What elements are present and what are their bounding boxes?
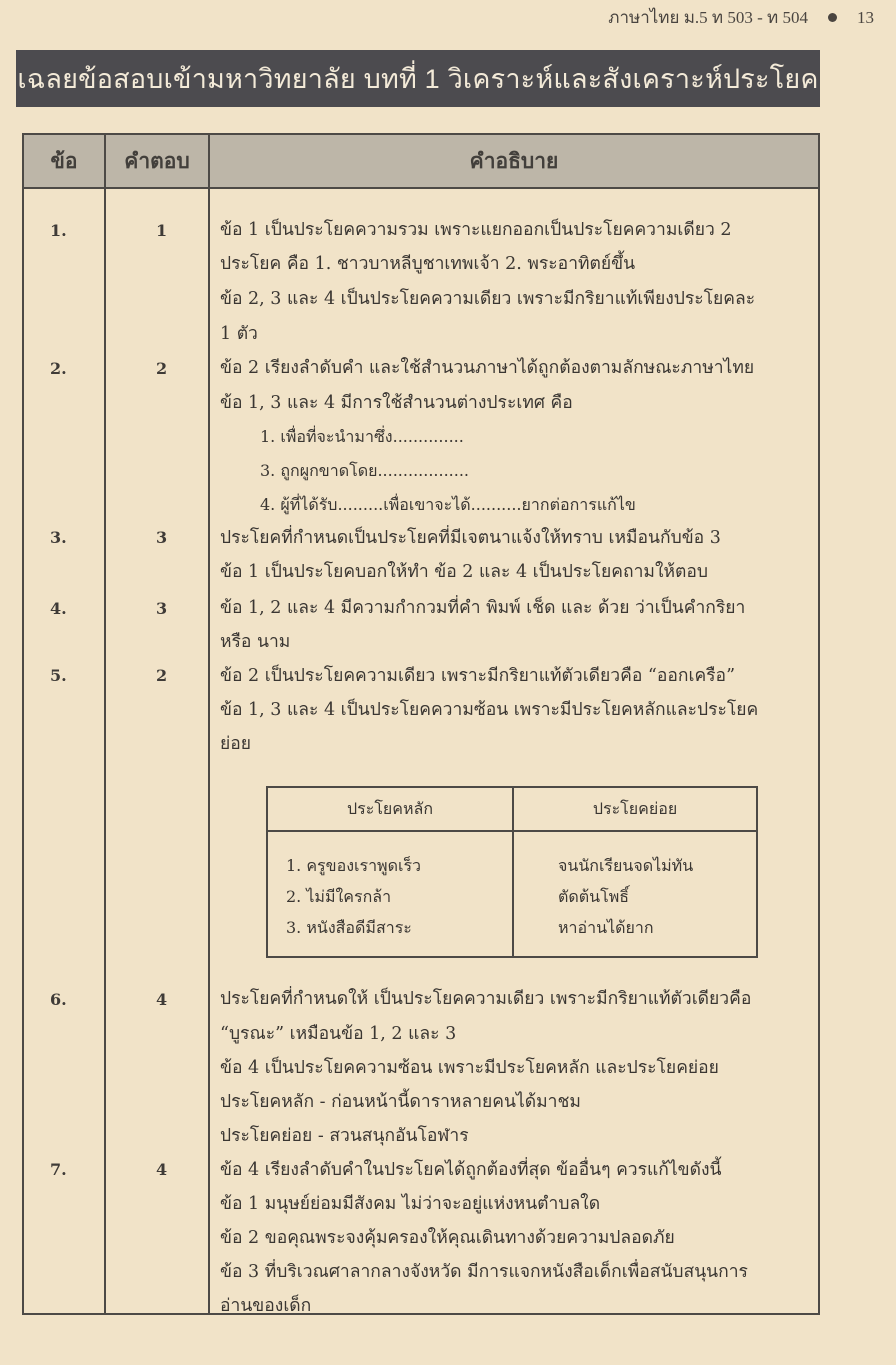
explanation-line: ข้อ 2, 3 และ 4 เป็นประโยคความเดียว เพราะมีกริยาแท้เพียงประโยคละ [220, 289, 756, 309]
clause-table-header [268, 788, 756, 832]
page-number: 13 [857, 7, 874, 27]
page-header [608, 4, 874, 31]
explanation-line: ประโยคที่กำหนดให้ เป็นประโยคความเดียว เพราะมีกริยาแท้ตัวเดียวคือ [220, 989, 752, 1009]
question-number: 7. [50, 1160, 67, 1179]
sub-item-line: 1. เพื่อที่จะนำมาซึ่ง.............. [260, 427, 464, 446]
clause-table [266, 786, 758, 958]
answer-value: 1 [156, 221, 168, 240]
header-explanation: คำอธิบาย [469, 149, 559, 173]
table-header-row [24, 135, 818, 189]
chapter-banner [16, 50, 820, 107]
explanation-line: ประโยค คือ 1. ชาวบาหลีบูชาเทพเจ้า 2. พระอาทิตย์ขึ้น [220, 254, 636, 274]
answer-value: 2 [156, 359, 168, 378]
answer-table [22, 133, 820, 1315]
sub-clause-header: ประโยคย่อย [592, 798, 678, 818]
main-clause: 1. ครูของเราพูดเร็ว [286, 856, 422, 875]
explanation-line: ข้อ 3 ที่บริเวณศาลากลางจังหวัด มีการแจกหนังสือเด็กเพื่อสนับสนุนการ [220, 1262, 748, 1282]
explanation-line: ประโยคย่อย - สวนสนุกอันโอฬาร [220, 1126, 469, 1146]
sub-item-line: 4. ผู้ที่ได้รับ.........เพื่อเขาจะได้..........ยากต่อการแก้ไข [260, 495, 636, 514]
answer-value: 4 [156, 990, 168, 1009]
main-clause-header: ประโยคหลัก [268, 788, 514, 830]
explanation-line: ข้อ 1, 3 และ 4 เป็นประโยคความซ้อน เพราะมีประโยคหลักและประโยค [220, 700, 759, 720]
explanation-line: ข้อ 1 มนุษย์ย่อมมีสังคม ไม่ว่าจะอยู่แห่งหนตำบลใด [220, 1194, 601, 1214]
answer-value: 2 [156, 666, 168, 685]
main-clause: 3. หนังสือดีมีสาระ [286, 918, 412, 937]
header-answer: คำตอบ [106, 135, 210, 187]
sub-clause: ตัดต้นโพธิ์ [558, 887, 630, 906]
explanation-line: ข้อ 2 ขอคุณพระจงคุ้มครองให้คุณเดินทางด้วยความปลอดภัย [220, 1228, 675, 1248]
answer-value: 3 [156, 528, 168, 547]
answer-value: 4 [156, 1160, 168, 1179]
main-clause: 2. ไม่มีใครกล้า [286, 887, 392, 906]
explanation-line: ข้อ 2 เป็นประโยคความเดียว เพราะมีกริยาแท้ตัวเดียวคือ “ออกเครือ” [220, 666, 736, 686]
bullet-dot-icon [828, 13, 837, 22]
explanation-line: ข้อ 4 เรียงลำดับคำในประโยคได้ถูกต้องที่สุด ข้ออื่นๆ ควรแก้ไขดังนี้ [220, 1160, 722, 1180]
clause-table-body [268, 832, 756, 958]
explanation-line: ข้อ 1 เป็นประโยคความรวม เพราะแยกออกเป็นประโยคความเดียว 2 [220, 220, 732, 240]
sub-clause: จนนักเรียนจดไม่ทัน [558, 856, 694, 875]
explanation-line: ข้อ 1 เป็นประโยคบอกให้ทำ ข้อ 2 และ 4 เป็นประโยคถามให้ตอบ [220, 562, 709, 582]
explanation-line: ข้อ 4 เป็นประโยคความซ้อน เพราะมีประโยคหลัก และประโยคย่อย [220, 1058, 719, 1078]
explanation-line: หรือ นาม [220, 632, 291, 652]
sub-item-line: 3. ถูกผูกขาดโดย.................. [260, 461, 470, 480]
explanation-line: ข้อ 1, 2 และ 4 มีความกำกวมที่คำ พิมพ์ เช็ด และ ด้วย ว่าเป็นคำกริยา [220, 598, 746, 618]
question-number: 5. [50, 666, 67, 685]
question-number: 1. [50, 221, 67, 240]
header-no: ข้อ [24, 135, 106, 187]
explanation-line: 1 ตัว [220, 324, 258, 344]
column-explanations [210, 189, 818, 1316]
question-number: 3. [50, 528, 67, 547]
sub-clause-column [514, 832, 756, 958]
explanation-line: อ่านของเด็ก [220, 1296, 312, 1316]
banner-title: เฉลยข้อสอบเข้ามหาวิทยาลัย บทที่ 1 วิเคราะห์และสังเคราะห์ประโยค [17, 64, 819, 94]
explanation-line: “บูรณะ” เหมือนข้อ 1, 2 และ 3 [220, 1024, 457, 1044]
main-clause-column [268, 832, 514, 958]
sub-clause: หาอ่านได้ยาก [558, 918, 654, 937]
explanation-line: ประโยคที่กำหนดเป็นประโยคที่มีเจตนาแจ้งให้ทราบ เหมือนกับข้อ 3 [220, 528, 721, 548]
explanation-line: ข้อ 2 เรียงลำดับคำ และใช้สำนวนภาษาได้ถูกต้องตามลักษณะภาษาไทย [220, 358, 755, 378]
explanation-line: ย่อย [220, 734, 252, 754]
question-number: 4. [50, 599, 67, 618]
explanation-line: ประโยคหลัก - ก่อนหน้านี้ดาราหลายคนได้มาชม [220, 1092, 581, 1112]
question-number: 6. [50, 990, 67, 1009]
column-answers [106, 189, 210, 1313]
subject-code: ภาษาไทย ม.5 ท 503 - ท 504 [608, 8, 808, 27]
explanation-line: ข้อ 1, 3 และ 4 มีการใช้สำนวนต่างประเทศ คือ [220, 393, 573, 413]
table-body [24, 189, 818, 1316]
question-number: 2. [50, 359, 67, 378]
answer-value: 3 [156, 599, 168, 618]
column-question-numbers [24, 189, 106, 1313]
